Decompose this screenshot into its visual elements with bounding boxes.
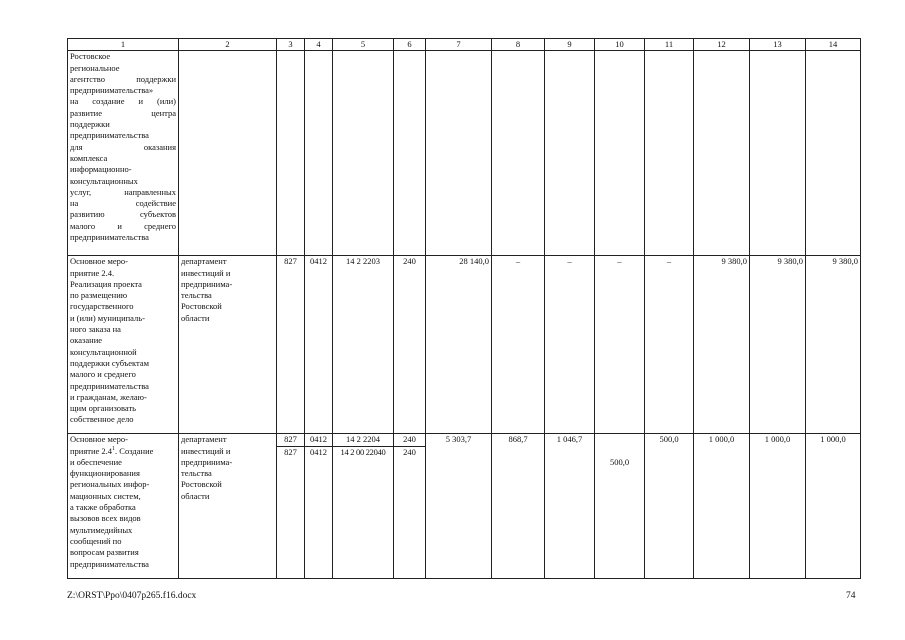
header-row	[68, 39, 861, 51]
year-cell: 9 380,0	[750, 256, 806, 434]
col-header-13: 13	[750, 39, 806, 51]
col-header-3: 3	[277, 39, 305, 51]
col-header-10: 10	[595, 39, 645, 51]
table-row	[68, 51, 861, 256]
col-header-5: 5	[333, 39, 394, 51]
activity-name-cell: Основное меро- приятие 2.4. Реализация проекта по размещению государственного и (или) муниципаль- ного заказа на оказание консультационной поддержки субъектам малого и среднего предпринимательства и гражданам, желаю- щим организовать собственное дело	[68, 256, 179, 434]
executor-cell: департамент инвестиций и предпринима- тельства Ростовской области	[179, 256, 277, 434]
budget-table	[67, 38, 861, 579]
year-cell: 1 000,0	[806, 434, 861, 579]
year-cell: 868,7	[492, 434, 545, 579]
col-header-6: 6	[394, 39, 426, 51]
year-cell: –	[545, 256, 595, 434]
activity-name-cell: Основное меро- приятие $2.4^1$. Создание и обеспечение функционирования региональных инфор- мационных систем, а также обработка вызовов всех видов мультимедийных сообщений по вопросам развития предпринимательства	[68, 434, 179, 579]
year-cell: –	[595, 256, 645, 434]
csr-cell: 14 2 2204 14 2 00 22040	[333, 434, 394, 579]
year-cell: 500,0	[645, 434, 694, 579]
year-cell: 1 000,0	[750, 434, 806, 579]
col-header-4: 4	[305, 39, 333, 51]
year-cell: 500,0	[595, 434, 645, 579]
col-header-11: 11	[645, 39, 694, 51]
grbs-cell: 827 827	[277, 434, 305, 579]
year-cell: 9 380,0	[806, 256, 861, 434]
col-header-7: 7	[426, 39, 492, 51]
col-header-14: 14	[806, 39, 861, 51]
csr-cell: 14 2 2203	[333, 256, 394, 434]
document-file-path: Z:\ORST\Ppo\0407p265.f16.docx	[67, 591, 197, 601]
total-cell: 5 303,7	[426, 434, 492, 579]
rzpr-cell: 0412 0412	[305, 434, 333, 579]
col-header-9: 9	[545, 39, 595, 51]
year-cell: 9 380,0	[694, 256, 750, 434]
activity-name-cell: Ростовское региональное агентство поддержки предпринимательства» на создание и (или) развитие центра поддержки предпринимательства для оказания комплекса информационно- консультационных услуг, направленных на содействие развитию субъектов малого и среднего предпринимательства	[68, 51, 179, 256]
col-header-12: 12	[694, 39, 750, 51]
col-header-2: 2	[179, 39, 277, 51]
col-header-8: 8	[492, 39, 545, 51]
year-cell: 1 000,0	[694, 434, 750, 579]
grbs-cell: 827	[277, 256, 305, 434]
table-row	[68, 256, 861, 434]
table-row	[68, 434, 861, 579]
executor-cell: департамент инвестиций и предпринима- тельства Ростовской области	[179, 434, 277, 579]
total-cell: 28 140,0	[426, 256, 492, 434]
rzpr-cell: 0412	[305, 256, 333, 434]
vr-cell: 240	[394, 256, 426, 434]
year-cell: –	[645, 256, 694, 434]
page-number: 74	[846, 591, 856, 601]
year-cell: –	[492, 256, 545, 434]
vr-cell: 240 240	[394, 434, 426, 579]
col-header-1: 1	[68, 39, 179, 51]
year-cell: 1 046,7	[545, 434, 595, 579]
